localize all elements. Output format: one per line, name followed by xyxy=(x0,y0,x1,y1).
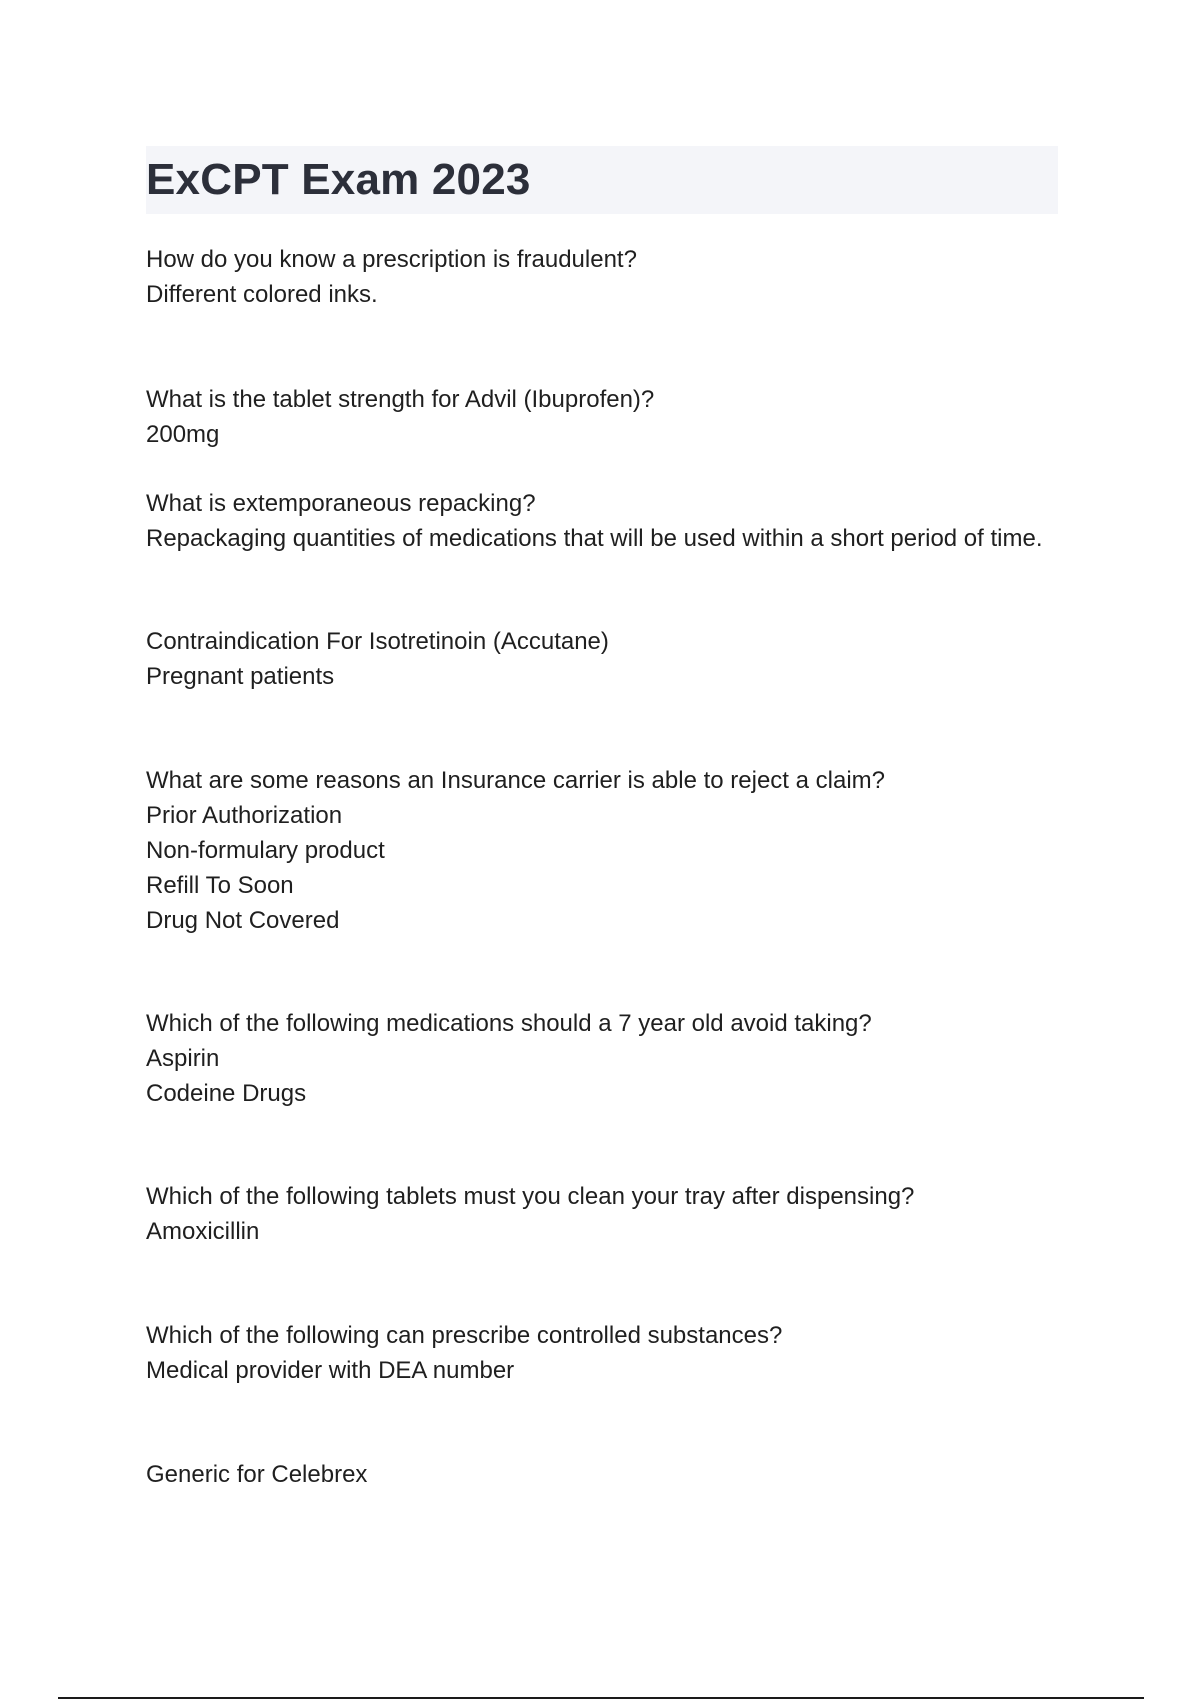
question-text: Which of the following medications should a 7 year old avoid taking? xyxy=(146,1010,872,1037)
question-text: What is the tablet strength for Advil (Ibuprofen)? xyxy=(146,386,655,413)
question-text: What is extemporaneous repacking? xyxy=(146,490,536,517)
qa-item xyxy=(146,1318,1046,1388)
answer-text: Aspirin xyxy=(146,1045,220,1072)
question-text: Which of the following can prescribe controlled substances? xyxy=(146,1322,783,1349)
qa-item xyxy=(146,486,1046,556)
qa-list xyxy=(146,242,1046,1492)
answer-text: Non-formulary product xyxy=(146,837,385,864)
qa-item xyxy=(146,242,1046,312)
question-text: What are some reasons an Insurance carrier is able to reject a claim? xyxy=(146,767,885,794)
answer-text: Different colored inks. xyxy=(146,281,378,308)
qa-item xyxy=(146,382,1046,452)
question-text: Which of the following tablets must you clean your tray after dispensing? xyxy=(146,1183,915,1210)
answer-text: 200mg xyxy=(146,421,220,448)
answer-text: Medical provider with DEA number xyxy=(146,1357,515,1384)
answer-text: Codeine Drugs xyxy=(146,1080,307,1107)
answer-text: Drug Not Covered xyxy=(146,907,340,934)
qa-item xyxy=(146,1006,1046,1111)
answer-text: Refill To Soon xyxy=(146,872,294,899)
answer-text: Pregnant patients xyxy=(146,663,335,690)
page-title: ExCPT Exam 2023 xyxy=(146,155,531,204)
qa-item xyxy=(146,1457,1046,1492)
qa-item xyxy=(146,624,1046,694)
question-text: Contraindication For Isotretinoin (Accutane) xyxy=(146,628,609,655)
answer-text: Repackaging quantities of medications that will be used within a short period of time. xyxy=(146,525,1043,552)
qa-item xyxy=(146,1179,1046,1249)
answer-text: Amoxicillin xyxy=(146,1218,260,1245)
question-text: How do you know a prescription is fraudulent? xyxy=(146,246,637,273)
answer-text: Prior Authorization xyxy=(146,802,343,829)
footer-divider xyxy=(58,1697,1144,1699)
qa-item xyxy=(146,763,1046,938)
question-text: Generic for Celebrex xyxy=(146,1461,368,1488)
title-banner xyxy=(146,146,1058,214)
